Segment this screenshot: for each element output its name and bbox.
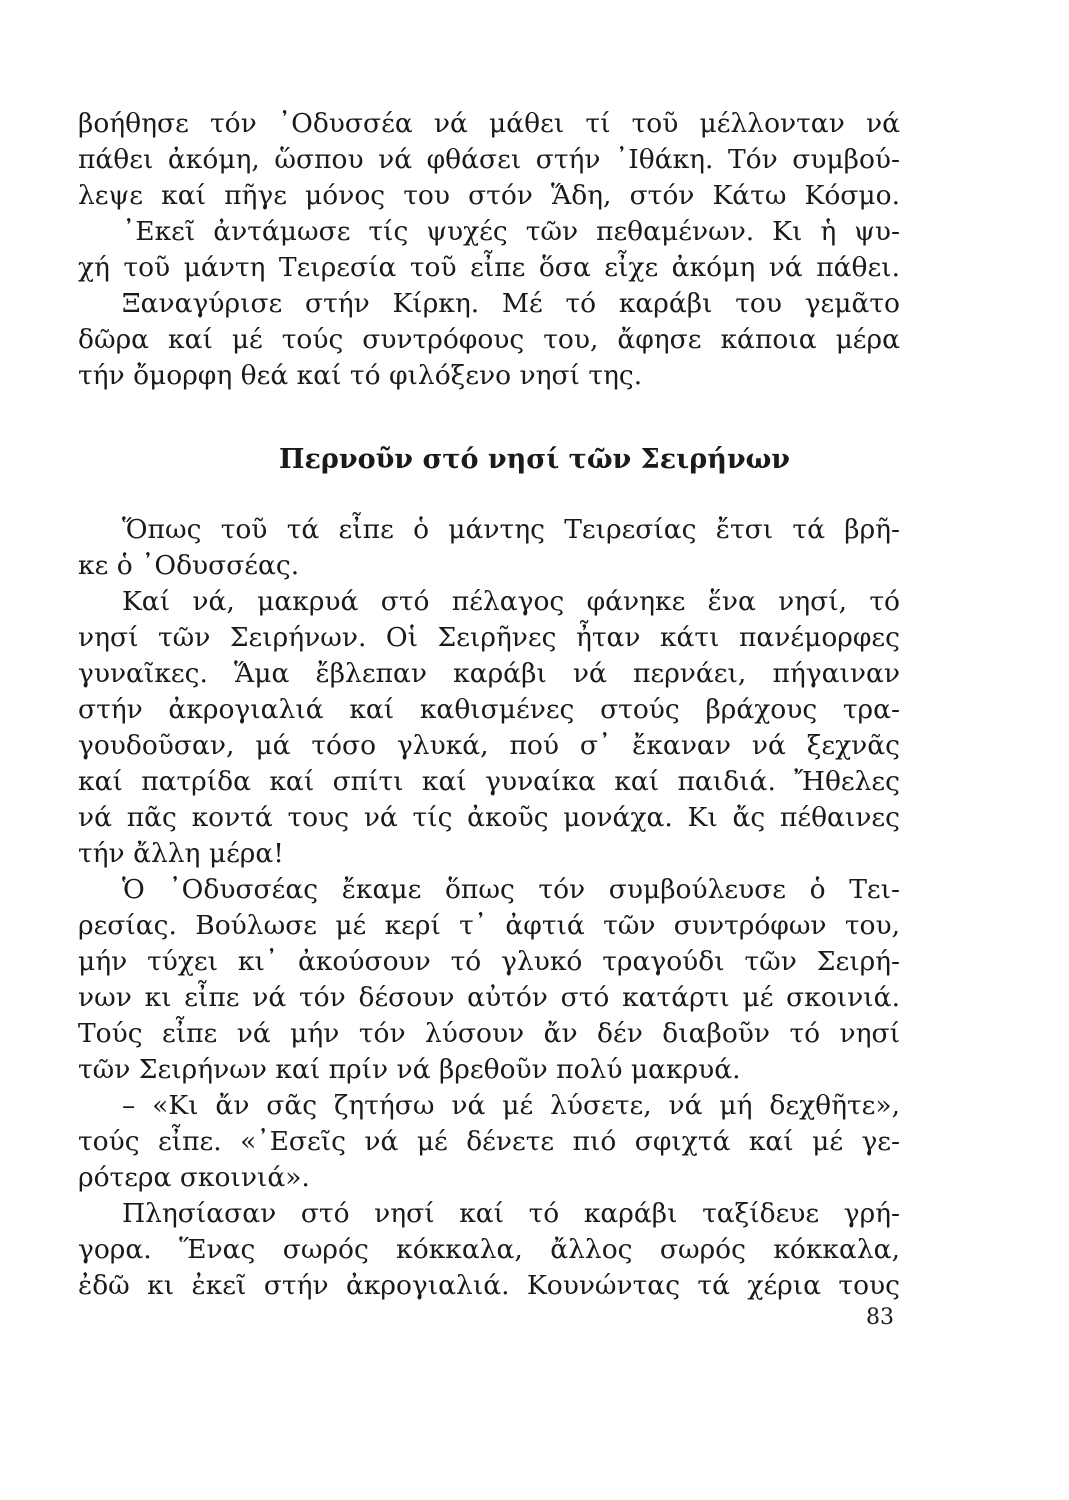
- text-line: νων κι εἶπε νά τόν δέσουν αὐτόν στό κατάρτι μέ σκοινιά.: [78, 982, 900, 1013]
- text-line: βοήθησε τόν ᾿Οδυσσέα νά μάθει τί τοῦ μέλλονταν νά: [78, 108, 900, 139]
- text-line: Καί νά, μακρυά στό πέλαγος φάνηκε ἕνα νησί, τό: [122, 586, 900, 617]
- text-line: τῶν Σειρήνων καί πρίν νά βρεθοῦν πολύ μακρυά.: [78, 1054, 741, 1085]
- text-line: τήν ἄλλη μέρα!: [78, 838, 284, 869]
- text-line: καί πατρίδα καί σπίτι καί γυναίκα καί παιδιά. Ἤθελες: [78, 766, 900, 797]
- text-line: μήν τύχει κι᾿ ἀκούσουν τό γλυκό τραγούδι τῶν Σειρή-: [78, 946, 900, 977]
- text-line: τούς εἶπε. «᾿Εσεῖς νά μέ δένετε πιό σφιχτά καί μέ γε-: [78, 1126, 900, 1157]
- text-line: νά πᾶς κοντά τους νά τίς ἀκοῦς μονάχα. Κι ἄς πέθαινες: [78, 802, 900, 833]
- text-line: – «Κι ἄν σᾶς ζητήσω νά μέ λύσετε, νά μή δεχθῆτε»,: [122, 1090, 900, 1121]
- text-line: ρεσίας. Βούλωσε μέ κερί τ᾿ ἀφτιά τῶν συντρόφων του,: [78, 910, 900, 941]
- text-line: ρότερα σκοινιά».: [78, 1162, 310, 1193]
- text-line: τήν ὄμορφη θεά καί τό φιλόξενο νησί της.: [78, 360, 643, 391]
- text-line: δῶρα καί μέ τούς συντρόφους του, ἄφησε κάποια μέρα: [78, 324, 900, 355]
- text-line: Πλησίασαν στό νησί καί τό καράβι ταξίδευε γρή-: [122, 1198, 900, 1229]
- text-line: ἐδῶ κι ἐκεῖ στήν ἀκρογιαλιά. Κουνώντας τά χέρια τους: [78, 1270, 900, 1301]
- section-heading: Περνοῦν στό νησί τῶν Σειρήνων: [278, 444, 791, 475]
- text-line: χή τοῦ μάντη Τειρεσία τοῦ εἶπε ὅσα εἶχε ἀκόμη νά πάθει.: [78, 252, 900, 283]
- text-line: ᾿Εκεῖ ἀντάμωσε τίς ψυχές τῶν πεθαμένων. Κι ἡ ψυ-: [122, 216, 900, 247]
- text-line: κε ὁ ᾿Οδυσσέας.: [78, 550, 300, 581]
- text-line: γορα. Ἕνας σωρός κόκκαλα, ἄλλος σωρός κόκκαλα,: [78, 1234, 900, 1265]
- text-line: νησί τῶν Σειρήνων. Οἱ Σειρῆνες ἦταν κάτι πανέμορφες: [78, 622, 900, 653]
- text-line: γυναῖκες. Ἅμα ἔβλεπαν καράβι νά περνάει, πήγαιναν: [78, 658, 900, 689]
- text-line: Ὅπως τοῦ τά εἶπε ὁ μάντης Τειρεσίας ἔτσι τά βρῆ-: [122, 514, 900, 545]
- text-line: Ὁ ᾿Οδυσσέας ἔκαμε ὅπως τόν συμβούλευσε ὁ Τει-: [122, 874, 900, 905]
- text-line: λεψε καί πῆγε μόνος του στόν Ἅδη, στόν Κάτω Κόσμο.: [78, 180, 900, 211]
- page-number: 83: [866, 1305, 894, 1330]
- text-line: γουδοῦσαν, μά τόσο γλυκά, πού σ᾿ ἔκαναν νά ξεχνᾶς: [78, 730, 900, 761]
- text-line: Τούς εἶπε νά μήν τόν λύσουν ἄν δέν διαβοῦν τό νησί: [78, 1018, 900, 1049]
- text-line: πάθει ἀκόμη, ὥσπου νά φθάσει στήν ᾿Ιθάκη. Τόν συμβού-: [78, 144, 900, 175]
- text-line: Ξαναγύρισε στήν Κίρκη. Μέ τό καράβι του γεμᾶτο: [122, 288, 900, 319]
- text-line: στήν ἀκρογιαλιά καί καθισμένες στούς βράχους τρα-: [78, 694, 900, 725]
